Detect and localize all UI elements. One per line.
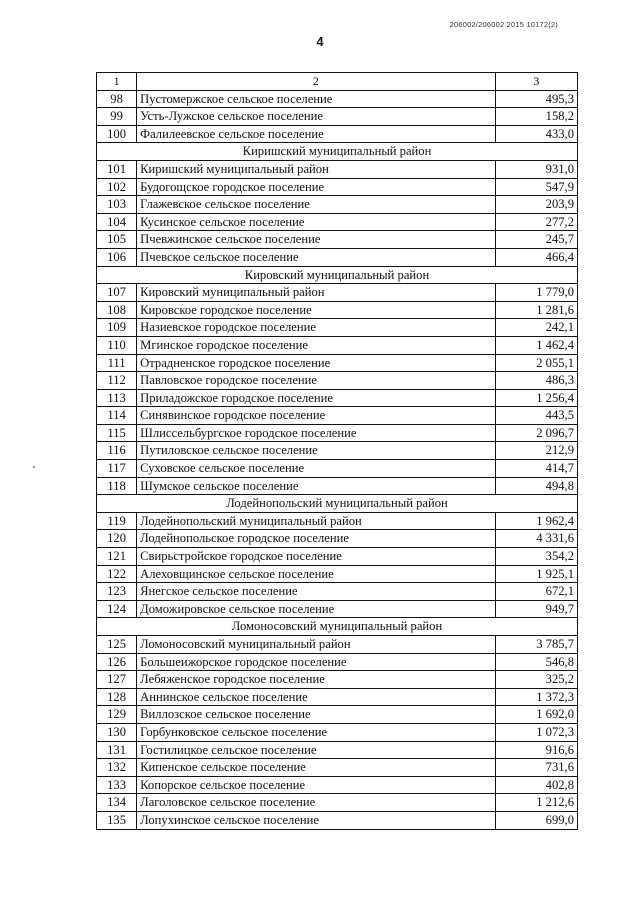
table-row	[97, 301, 578, 319]
settlement-name: Кипенское сельское поселение	[137, 759, 495, 777]
row-number: 102	[97, 178, 137, 196]
table-row	[97, 372, 578, 390]
scan-speck	[33, 466, 35, 468]
row-number: 121	[97, 548, 137, 566]
amount-value: 466,4	[495, 248, 577, 266]
row-number: 118	[97, 477, 137, 495]
settlement-name: Кусинское сельское поселение	[137, 213, 495, 231]
section-header-row	[97, 495, 578, 513]
amount-value: 1 212,6	[495, 794, 577, 812]
amount-value: 354,2	[495, 548, 577, 566]
header-col-3: 3	[495, 73, 577, 91]
row-number: 112	[97, 372, 137, 390]
settlement-name: Кировское городское поселение	[137, 301, 495, 319]
section-title: Ломоносовский муниципальный район	[97, 618, 578, 636]
settlement-name: Копорское сельское поселение	[137, 776, 495, 794]
section-title: Кировский муниципальный район	[97, 266, 578, 284]
amount-value: 547,9	[495, 178, 577, 196]
row-number: 129	[97, 706, 137, 724]
row-number: 126	[97, 653, 137, 671]
row-number: 125	[97, 636, 137, 654]
amount-value: 1 962,4	[495, 512, 577, 530]
row-number: 119	[97, 512, 137, 530]
settlement-name: Кировский муниципальный район	[137, 284, 495, 302]
row-number: 116	[97, 442, 137, 460]
settlement-name: Суховское сельское поселение	[137, 460, 495, 478]
amount-value: 443,5	[495, 407, 577, 425]
table-row	[97, 424, 578, 442]
row-number: 120	[97, 530, 137, 548]
table-row	[97, 776, 578, 794]
table-row	[97, 706, 578, 724]
table-row	[97, 460, 578, 478]
settlement-name: Будогощское городское поселение	[137, 178, 495, 196]
amount-value: 949,7	[495, 600, 577, 618]
amount-value: 3 785,7	[495, 636, 577, 654]
table-row	[97, 741, 578, 759]
amount-value: 4 331,6	[495, 530, 577, 548]
table-row	[97, 530, 578, 548]
header-col-1: 1	[97, 73, 137, 91]
row-number: 133	[97, 776, 137, 794]
amount-value: 1 256,4	[495, 389, 577, 407]
settlement-name: Павловское городское поселение	[137, 372, 495, 390]
amount-value: 1 072,3	[495, 723, 577, 741]
section-header-row	[97, 143, 578, 161]
settlement-name: Усть-Лужское сельское поселение	[137, 108, 495, 126]
table-row	[97, 636, 578, 654]
row-number: 103	[97, 196, 137, 214]
amount-value: 212,9	[495, 442, 577, 460]
amount-value: 2 055,1	[495, 354, 577, 372]
row-number: 113	[97, 389, 137, 407]
settlement-name: Отрадненское городское поселение	[137, 354, 495, 372]
row-number: 128	[97, 688, 137, 706]
row-number: 110	[97, 336, 137, 354]
table-row	[97, 90, 578, 108]
table-row	[97, 248, 578, 266]
table-row	[97, 583, 578, 601]
settlement-name: Фалилеевское сельское поселение	[137, 125, 495, 143]
settlement-name: Аннинское сельское поселение	[137, 688, 495, 706]
table-row	[97, 565, 578, 583]
amount-value: 1 462,4	[495, 336, 577, 354]
table-row	[97, 688, 578, 706]
settlement-name: Глажевское сельское поселение	[137, 196, 495, 214]
row-number: 105	[97, 231, 137, 249]
row-number: 108	[97, 301, 137, 319]
table-row	[97, 811, 578, 829]
row-number: 115	[97, 424, 137, 442]
table-row	[97, 389, 578, 407]
settlement-name: Алеховщинское сельское поселение	[137, 565, 495, 583]
settlement-name: Мгинское городское поселение	[137, 336, 495, 354]
amount-value: 203,9	[495, 196, 577, 214]
row-number: 98	[97, 90, 137, 108]
table-row	[97, 108, 578, 126]
table-row	[97, 477, 578, 495]
amount-value: 2 096,7	[495, 424, 577, 442]
settlement-name: Пустомержское сельское поселение	[137, 90, 495, 108]
row-number: 124	[97, 600, 137, 618]
section-header-row	[97, 266, 578, 284]
settlements-table	[96, 72, 578, 830]
table-row	[97, 794, 578, 812]
row-number: 107	[97, 284, 137, 302]
table-row	[97, 213, 578, 231]
amount-value: 414,7	[495, 460, 577, 478]
settlement-name: Лаголовское сельское поселение	[137, 794, 495, 812]
header-col-2: 2	[137, 73, 495, 91]
table-row	[97, 548, 578, 566]
document-code: 206002/206002 2015 10172(2)	[449, 20, 558, 29]
settlement-name: Свирьстройское городское поселение	[137, 548, 495, 566]
amount-value: 495,3	[495, 90, 577, 108]
table-row	[97, 125, 578, 143]
amount-value: 158,2	[495, 108, 577, 126]
table-row	[97, 354, 578, 372]
amount-value: 699,0	[495, 811, 577, 829]
amount-value: 277,2	[495, 213, 577, 231]
row-number: 117	[97, 460, 137, 478]
section-title: Лодейнопольский муниципальный район	[97, 495, 578, 513]
amount-value: 546,8	[495, 653, 577, 671]
table-row	[97, 512, 578, 530]
amount-value: 1 692,0	[495, 706, 577, 724]
amount-value: 916,6	[495, 741, 577, 759]
section-header-row	[97, 618, 578, 636]
table-row	[97, 442, 578, 460]
table-row	[97, 653, 578, 671]
settlement-name: Пчевжинское сельское поселение	[137, 231, 495, 249]
settlement-name: Синявинское городское поселение	[137, 407, 495, 425]
settlement-name: Лопухинское сельское поселение	[137, 811, 495, 829]
table-row	[97, 319, 578, 337]
settlement-name: Горбунковское сельское поселение	[137, 723, 495, 741]
table-row	[97, 178, 578, 196]
settlement-name: Янегское сельское поселение	[137, 583, 495, 601]
settlement-name: Доможировское сельское поселение	[137, 600, 495, 618]
row-number: 122	[97, 565, 137, 583]
page-number: 4	[316, 34, 324, 49]
table-row	[97, 160, 578, 178]
table-row	[97, 336, 578, 354]
row-number: 134	[97, 794, 137, 812]
table-row	[97, 600, 578, 618]
row-number: 114	[97, 407, 137, 425]
settlement-name: Киришский муниципальный район	[137, 160, 495, 178]
row-number: 127	[97, 671, 137, 689]
settlement-name: Пчевское сельское поселение	[137, 248, 495, 266]
settlement-name: Гостилицкое сельское поселение	[137, 741, 495, 759]
amount-value: 494,8	[495, 477, 577, 495]
amount-value: 433,0	[495, 125, 577, 143]
row-number: 130	[97, 723, 137, 741]
row-number: 135	[97, 811, 137, 829]
settlement-name: Путиловское сельское поселение	[137, 442, 495, 460]
table-body	[97, 73, 578, 830]
row-number: 132	[97, 759, 137, 777]
amount-value: 325,2	[495, 671, 577, 689]
table-header-row	[97, 73, 578, 91]
amount-value: 402,8	[495, 776, 577, 794]
settlement-name: Ломоносовский муниципальный район	[137, 636, 495, 654]
settlement-name: Назиевское городское поселение	[137, 319, 495, 337]
table-row	[97, 723, 578, 741]
amount-value: 1 281,6	[495, 301, 577, 319]
row-number: 100	[97, 125, 137, 143]
table-row	[97, 759, 578, 777]
amount-value: 731,6	[495, 759, 577, 777]
table-row	[97, 196, 578, 214]
settlement-name: Большеижорское городское поселение	[137, 653, 495, 671]
amount-value: 486,3	[495, 372, 577, 390]
row-number: 131	[97, 741, 137, 759]
settlement-name: Лебяженское городское поселение	[137, 671, 495, 689]
amount-value: 1 779,0	[495, 284, 577, 302]
row-number: 104	[97, 213, 137, 231]
table-row	[97, 231, 578, 249]
settlement-name: Лодейнопольский муниципальный район	[137, 512, 495, 530]
settlement-name: Лодейнопольское городское поселение	[137, 530, 495, 548]
table-row	[97, 671, 578, 689]
amount-value: 672,1	[495, 583, 577, 601]
settlement-name: Приладожское городское поселение	[137, 389, 495, 407]
settlement-name: Шумское сельское поселение	[137, 477, 495, 495]
row-number: 109	[97, 319, 137, 337]
table-row	[97, 407, 578, 425]
row-number: 99	[97, 108, 137, 126]
amount-value: 1 372,3	[495, 688, 577, 706]
row-number: 123	[97, 583, 137, 601]
settlement-name: Шлиссельбургское городское поселение	[137, 424, 495, 442]
amount-value: 931,0	[495, 160, 577, 178]
amount-value: 245,7	[495, 231, 577, 249]
row-number: 111	[97, 354, 137, 372]
table-row	[97, 284, 578, 302]
amount-value: 1 925,1	[495, 565, 577, 583]
section-title: Киришский муниципальный район	[97, 143, 578, 161]
row-number: 106	[97, 248, 137, 266]
amount-value: 242,1	[495, 319, 577, 337]
row-number: 101	[97, 160, 137, 178]
settlement-name: Виллозское сельское поселение	[137, 706, 495, 724]
